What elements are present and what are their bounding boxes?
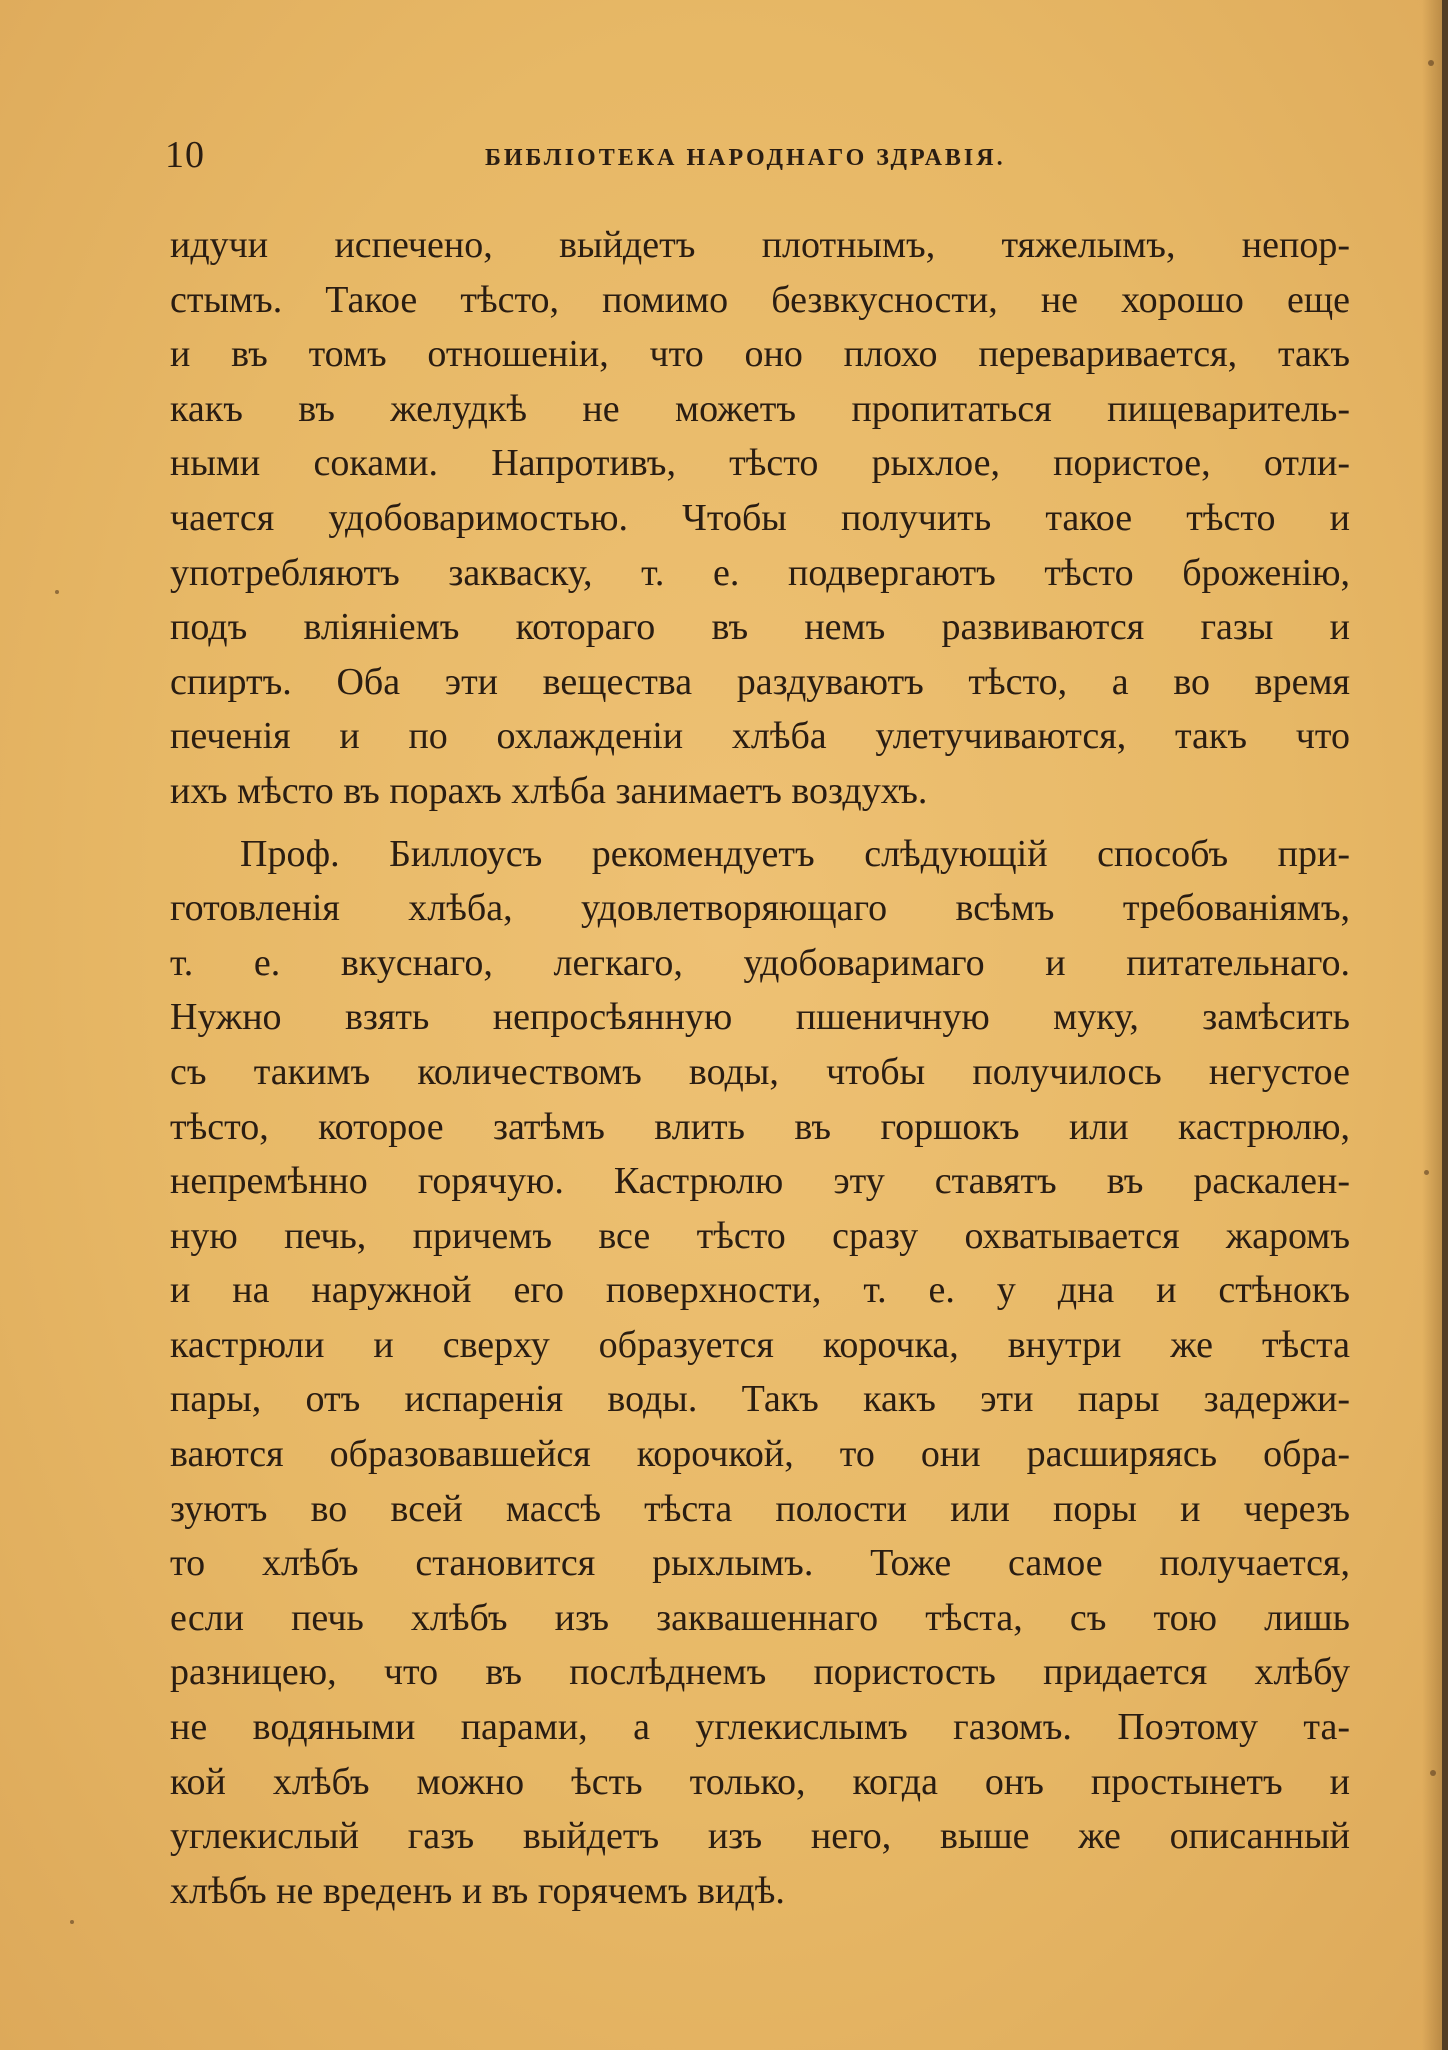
paper-speck — [70, 1920, 74, 1924]
text-line: хлѣбъ не вреденъ и въ горячемъ видѣ. — [170, 1869, 785, 1912]
text-line: какъ въ желудкѣ не можетъ пропитаться пищеваритель- — [170, 387, 1350, 430]
text-line: не водяными парами, а углекислымъ газомъ. Поэтому та- — [170, 1706, 1350, 1749]
text-line: т. е. вкуснаго, легкаго, удобоваримаго и питательнаго. — [170, 941, 1350, 984]
text-line: если печь хлѣбъ изъ заквашеннаго тѣста, съ тою лишь — [170, 1596, 1350, 1639]
text-line: углекислый газъ выйдетъ изъ него, выше же описанный — [170, 1815, 1350, 1858]
page-number: 10 — [165, 134, 205, 176]
text-line: непремѣнно горячую. Кастрюлю эту ставятъ въ раскален- — [170, 1160, 1350, 1203]
paper-speck — [55, 590, 59, 594]
text-line: съ такимъ количествомъ воды, чтобы получилось негустое — [170, 1050, 1350, 1093]
text-line: кой хлѣбъ можно ѣсть только, когда онъ простынетъ и — [170, 1760, 1350, 1803]
text-line: ными соками. Напротивъ, тѣсто рыхлое, пористое, отли- — [170, 442, 1350, 485]
text-line: подъ влiянiемъ котораго въ немъ развиваются газы и — [170, 606, 1350, 649]
text-line: кастрюли и сверху образуется корочка, внутри же тѣста — [170, 1323, 1350, 1366]
paper-speck — [1430, 1770, 1436, 1776]
page-edge-shadow — [1422, 0, 1442, 2050]
paragraph-gap — [170, 819, 1350, 827]
page-edge — [1442, 0, 1448, 2050]
text-line: чается удобоваримостью. Чтобы получить такое тѣсто и — [170, 496, 1350, 539]
running-title: БИБЛIОТЕКА НАРОДНАГО ЗДРАВIЯ. — [485, 145, 1006, 171]
text-line: ихъ мѣсто въ порахъ хлѣба занимаетъ воздухъ. — [170, 769, 928, 812]
text-line: разницею, что въ послѣднемъ пористость придается хлѣбу — [170, 1651, 1350, 1694]
text-line: готовленiя хлѣба, удовлетворяющаго всѣмъ требованiямъ, — [170, 887, 1350, 930]
text-line: Проф. Биллоусъ рекомендуетъ слѣдующiй способъ при- — [240, 832, 1350, 875]
text-line: и на наружной его поверхности, т. е. у дна и стѣнокъ — [170, 1269, 1350, 1312]
text-line: употребляютъ закваску, т. е. подвергаютъ тѣсто броженiю, — [170, 551, 1350, 594]
paper-speck — [1424, 1170, 1429, 1175]
paper-speck — [1428, 60, 1434, 66]
text-line: ваются образовавшейся корочкой, то они расширяясь обра- — [170, 1433, 1350, 1476]
text-line: то хлѣбъ становится рыхлымъ. Тоже самое получается, — [170, 1542, 1350, 1585]
text-line: спиртъ. Оба эти вещества раздуваютъ тѣсто, а во время — [170, 660, 1350, 703]
paragraph — [170, 827, 1350, 1919]
text-line: ную печь, причемъ все тѣсто сразу охватывается жаромъ — [170, 1214, 1350, 1257]
text-line: стымъ. Такое тѣсто, помимо безвкусности, не хорошо еще — [170, 278, 1350, 321]
text-line: тѣсто, которое затѣмъ влить въ горшокъ или кастрюлю, — [170, 1105, 1350, 1148]
text-line: зуютъ во всей массѣ тѣста полости или поры и черезъ — [170, 1487, 1350, 1530]
text-line: Нужно взять непросѣянную пшеничную муку, замѣсить — [170, 996, 1350, 1039]
text-line: и въ томъ отношенiи, что оно плохо переваривается, такъ — [170, 333, 1350, 376]
text-line: печенiя и по охлажденiи хлѣба улетучиваются, такъ что — [170, 715, 1350, 758]
text-line: пары, отъ испаренiя воды. Такъ какъ эти пары задержи- — [170, 1378, 1350, 1421]
text-line: идучи испечено, выйдетъ плотнымъ, тяжелымъ, непор- — [170, 224, 1350, 266]
paragraph — [170, 218, 1350, 819]
body-text — [170, 218, 1350, 1918]
page-header — [165, 130, 1345, 180]
